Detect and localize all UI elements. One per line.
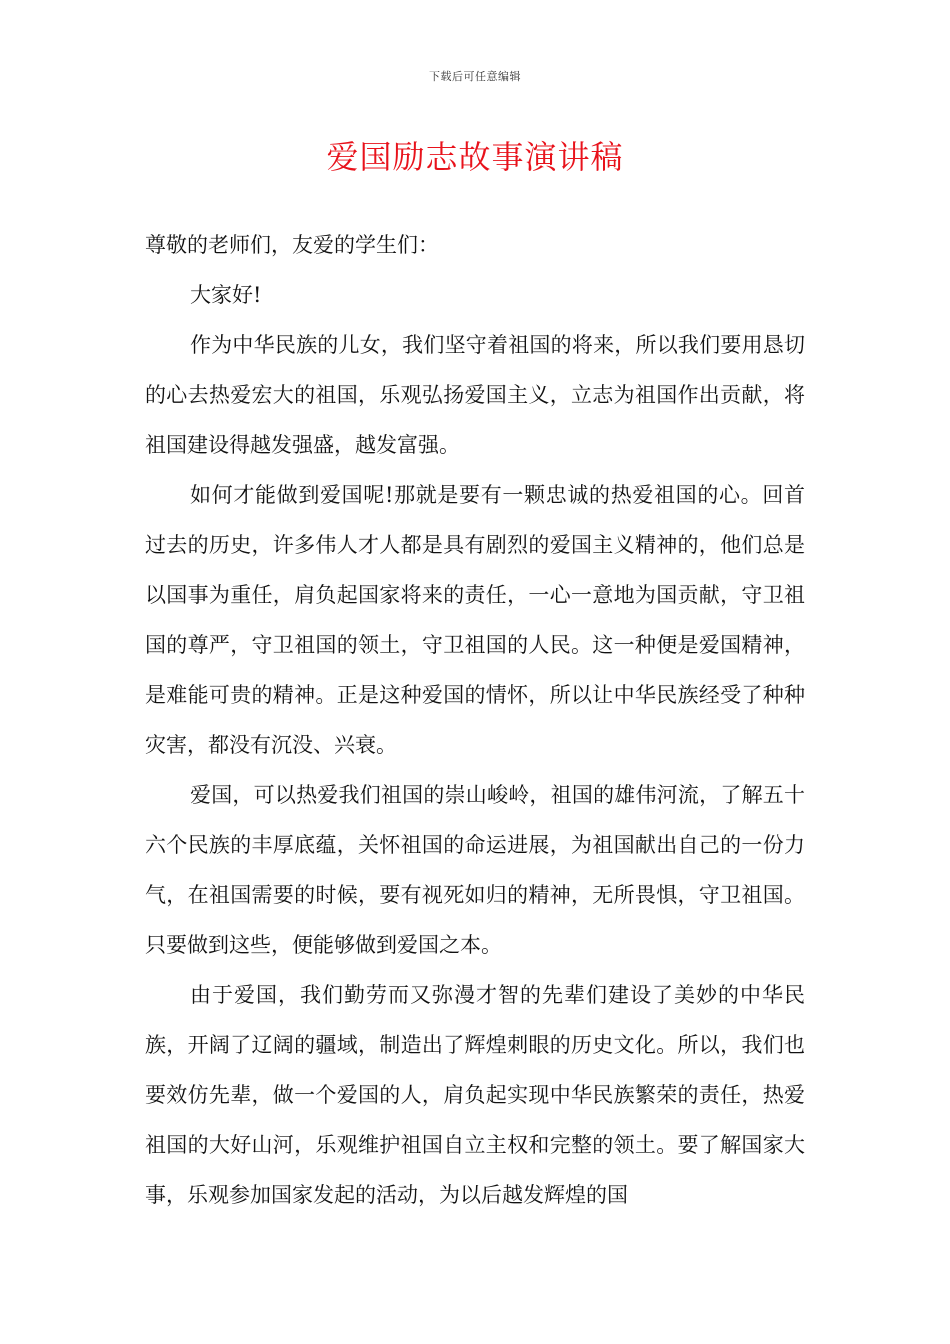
paragraph-2: 如何才能做到爱国呢!那就是要有一颗忠诚的热爱祖国的心。回首过去的历史，许多伟人才人都是具有剧烈的爱国主义精神的，他们总是以国事为重任，肩负起国家将来的责任，一心一意地为国贡献，守卫祖国的尊严，守卫祖国的领土，守卫祖国的人民。这一种便是爱国精神，是难能可贵的精神。正是这种爱国的情怀，所以让中华民族经受了种种灾害，都没有沉没、兴衰。 [145,483,805,757]
paragraph-1: 作为中华民族的儿女，我们坚守着祖国的将来，所以我们要用恳切的心去热爱宏大的祖国，乐观弘扬爱国主义，立志为祖国作出贡献，将祖国建设得越发强盛，越发富强。 [145,333,805,457]
salutation: 尊敬的老师们，友爱的学生们： [145,233,439,257]
document-body [145,220,805,1220]
greeting: 大家好! [190,283,262,307]
header-note: 下载后可任意编辑 [429,70,521,83]
paragraph-4: 由于爱国，我们勤劳而又弥漫才智的先辈们建设了美妙的中华民族，开阔了辽阔的疆域，制造出了辉煌刺眼的历史文化。所以，我们也要效仿先辈，做一个爱国的人，肩负起实现中华民族繁荣的责任，热爱祖国的大好山河，乐观维护祖国自立主权和完整的领土。要了解国家大事，乐观参加国家发起的活动，为以后越发辉煌的国 [145,983,805,1207]
paragraph-3: 爱国，可以热爱我们祖国的崇山峻岭，祖国的雄伟河流，了解五十六个民族的丰厚底蕴，关怀祖国的命运进展，为祖国献出自己的一份力气，在祖国需要的时候，要有视死如归的精神，无所畏惧，守卫祖国。只要做到这些，便能够做到爱国之本。 [145,783,805,957]
document-title: 爱国励志故事演讲稿 [326,138,624,176]
